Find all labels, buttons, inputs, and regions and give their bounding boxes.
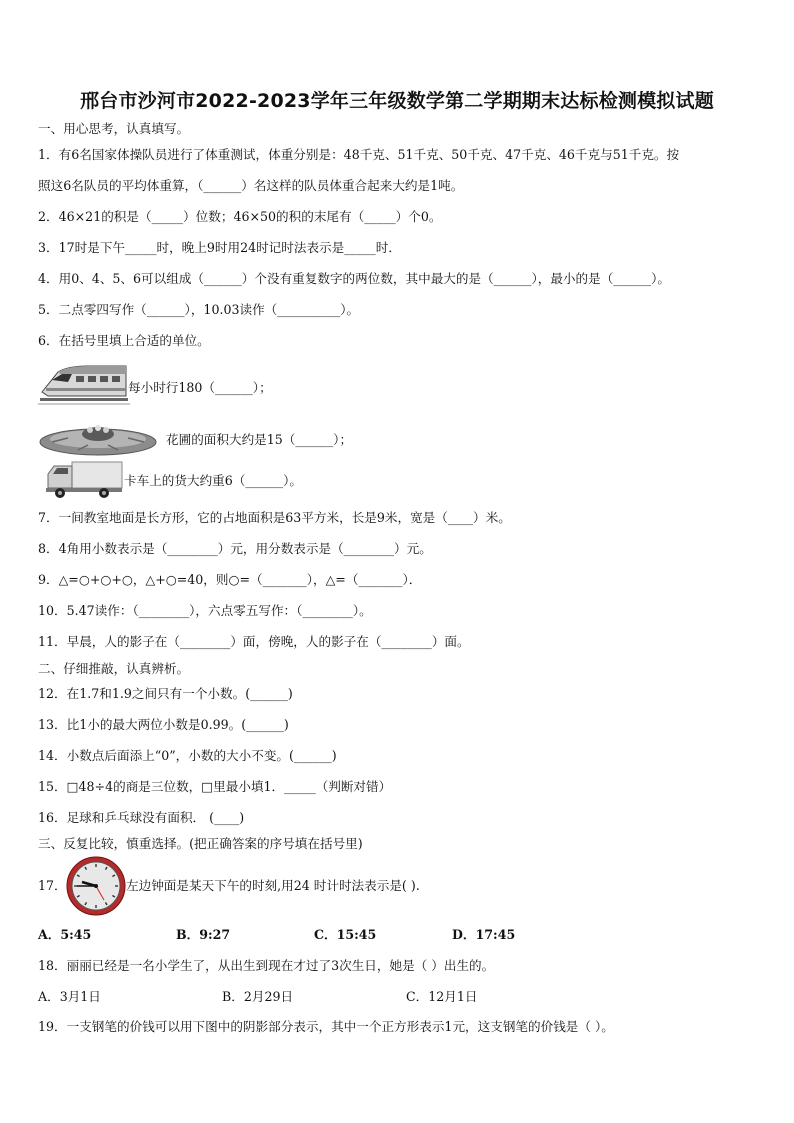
section-heading-1: 一、用心思考，认真填写。: [38, 121, 190, 136]
section-heading-3: 三、反复比较，慎重选择。(把正确答案的序号填在括号里): [38, 836, 363, 851]
question-19: 19．一支钢笔的价钱可以用下图中的阴影部分表示，其中一个正方形表示1元，这支钢笔的价钱是（ ）。: [38, 1019, 614, 1034]
question-3: 3．17时是下午_____时，晚上9时用24时记时法表示是_____时．: [38, 240, 401, 255]
question-1-line-2: 照这6名队员的平均体重算，（______）名这样的队员体重合起来大约是1吨。: [38, 178, 464, 193]
question-16: 16．足球和乒乓球没有面积． (____): [38, 810, 245, 825]
question-6: 6．在括号里填上合适的单位。: [38, 333, 210, 348]
question-14: 14．小数点后面添上“0”，小数的大小不变。(______): [38, 748, 337, 763]
question-1-line-1: 1．有6名国家体操队员进行了体重测试，体重分别是：48千克、51千克、50千克、47千克、46千克与51千克。按: [38, 147, 680, 162]
question-17: 左边钟面是某天下午的时刻,用24 时计时法表示是( ).: [126, 878, 420, 893]
clock-image: [66, 856, 126, 916]
question-2: 2．46×21的积是（_____）位数；46×50的积的末尾有（_____）个0。: [38, 209, 442, 224]
question-18: 18．丽丽已经是一名小学生了，从出生到现在才过了3次生日，她是（ ）出生的。: [38, 958, 495, 973]
question-17-option-a: A．5:45: [38, 927, 92, 942]
question-13: 13．比1小的最大两位小数是0.99。(______): [38, 717, 289, 732]
question-18-option-a: A．3月1日: [38, 989, 101, 1004]
question-18-option-b: B．2月29日: [222, 989, 294, 1004]
question-18-option-c: C．12月1日: [406, 989, 478, 1004]
truck-image: [44, 460, 124, 500]
question-17-option-c: C．15:45: [314, 927, 377, 942]
question-4: 4．用0、4、5、6可以组成（______）个没有重复数字的两位数，其中最大的是（______），最小的是（______）。: [38, 271, 670, 286]
question-6-item-flower-bed: 花圃的面积大约是15（______）；: [166, 432, 353, 447]
question-17-number: 17．: [38, 878, 67, 893]
question-12: 12．在1.7和1.9之间只有一个小数。(______): [38, 686, 293, 701]
section-heading-2: 二、仔细推敲，认真辨析。: [38, 661, 190, 676]
train-image: [38, 362, 130, 408]
question-8: 8．4角用小数表示是（________）元，用分数表示是（________）元。: [38, 541, 432, 556]
question-5: 5．二点零四写作（______），10.03读作（__________）。: [38, 302, 360, 317]
page-title: 邢台市沙河市2022-2023学年三年级数学第二学期期末达标检测模拟试题: [80, 90, 714, 112]
flower-bed-image: [38, 418, 158, 458]
question-6-item-truck: 卡车上的货大约重6（______）。: [124, 473, 303, 488]
question-15: 15．□48÷4的商是三位数，□里最小填1．_____（判断对错）: [38, 779, 392, 794]
question-10: 10．5.47读作：（________），六点零五写作：（________）。: [38, 603, 372, 618]
question-17-option-d: D．17:45: [452, 927, 516, 942]
question-6-item-train: 每小时行180（______）；: [128, 380, 272, 395]
question-17-option-b: B．9:27: [176, 927, 231, 942]
question-9: 9．△=○+○+○，△+○=40，则○=（_______），△=（_______）．: [38, 572, 422, 587]
question-7: 7．一间教室地面是长方形，它的占地面积是63平方米，长是9米，宽是（____）米。: [38, 510, 511, 525]
question-11: 11．早晨，人的影子在（________）面，傍晚，人的影子在（________）面。: [38, 634, 470, 649]
